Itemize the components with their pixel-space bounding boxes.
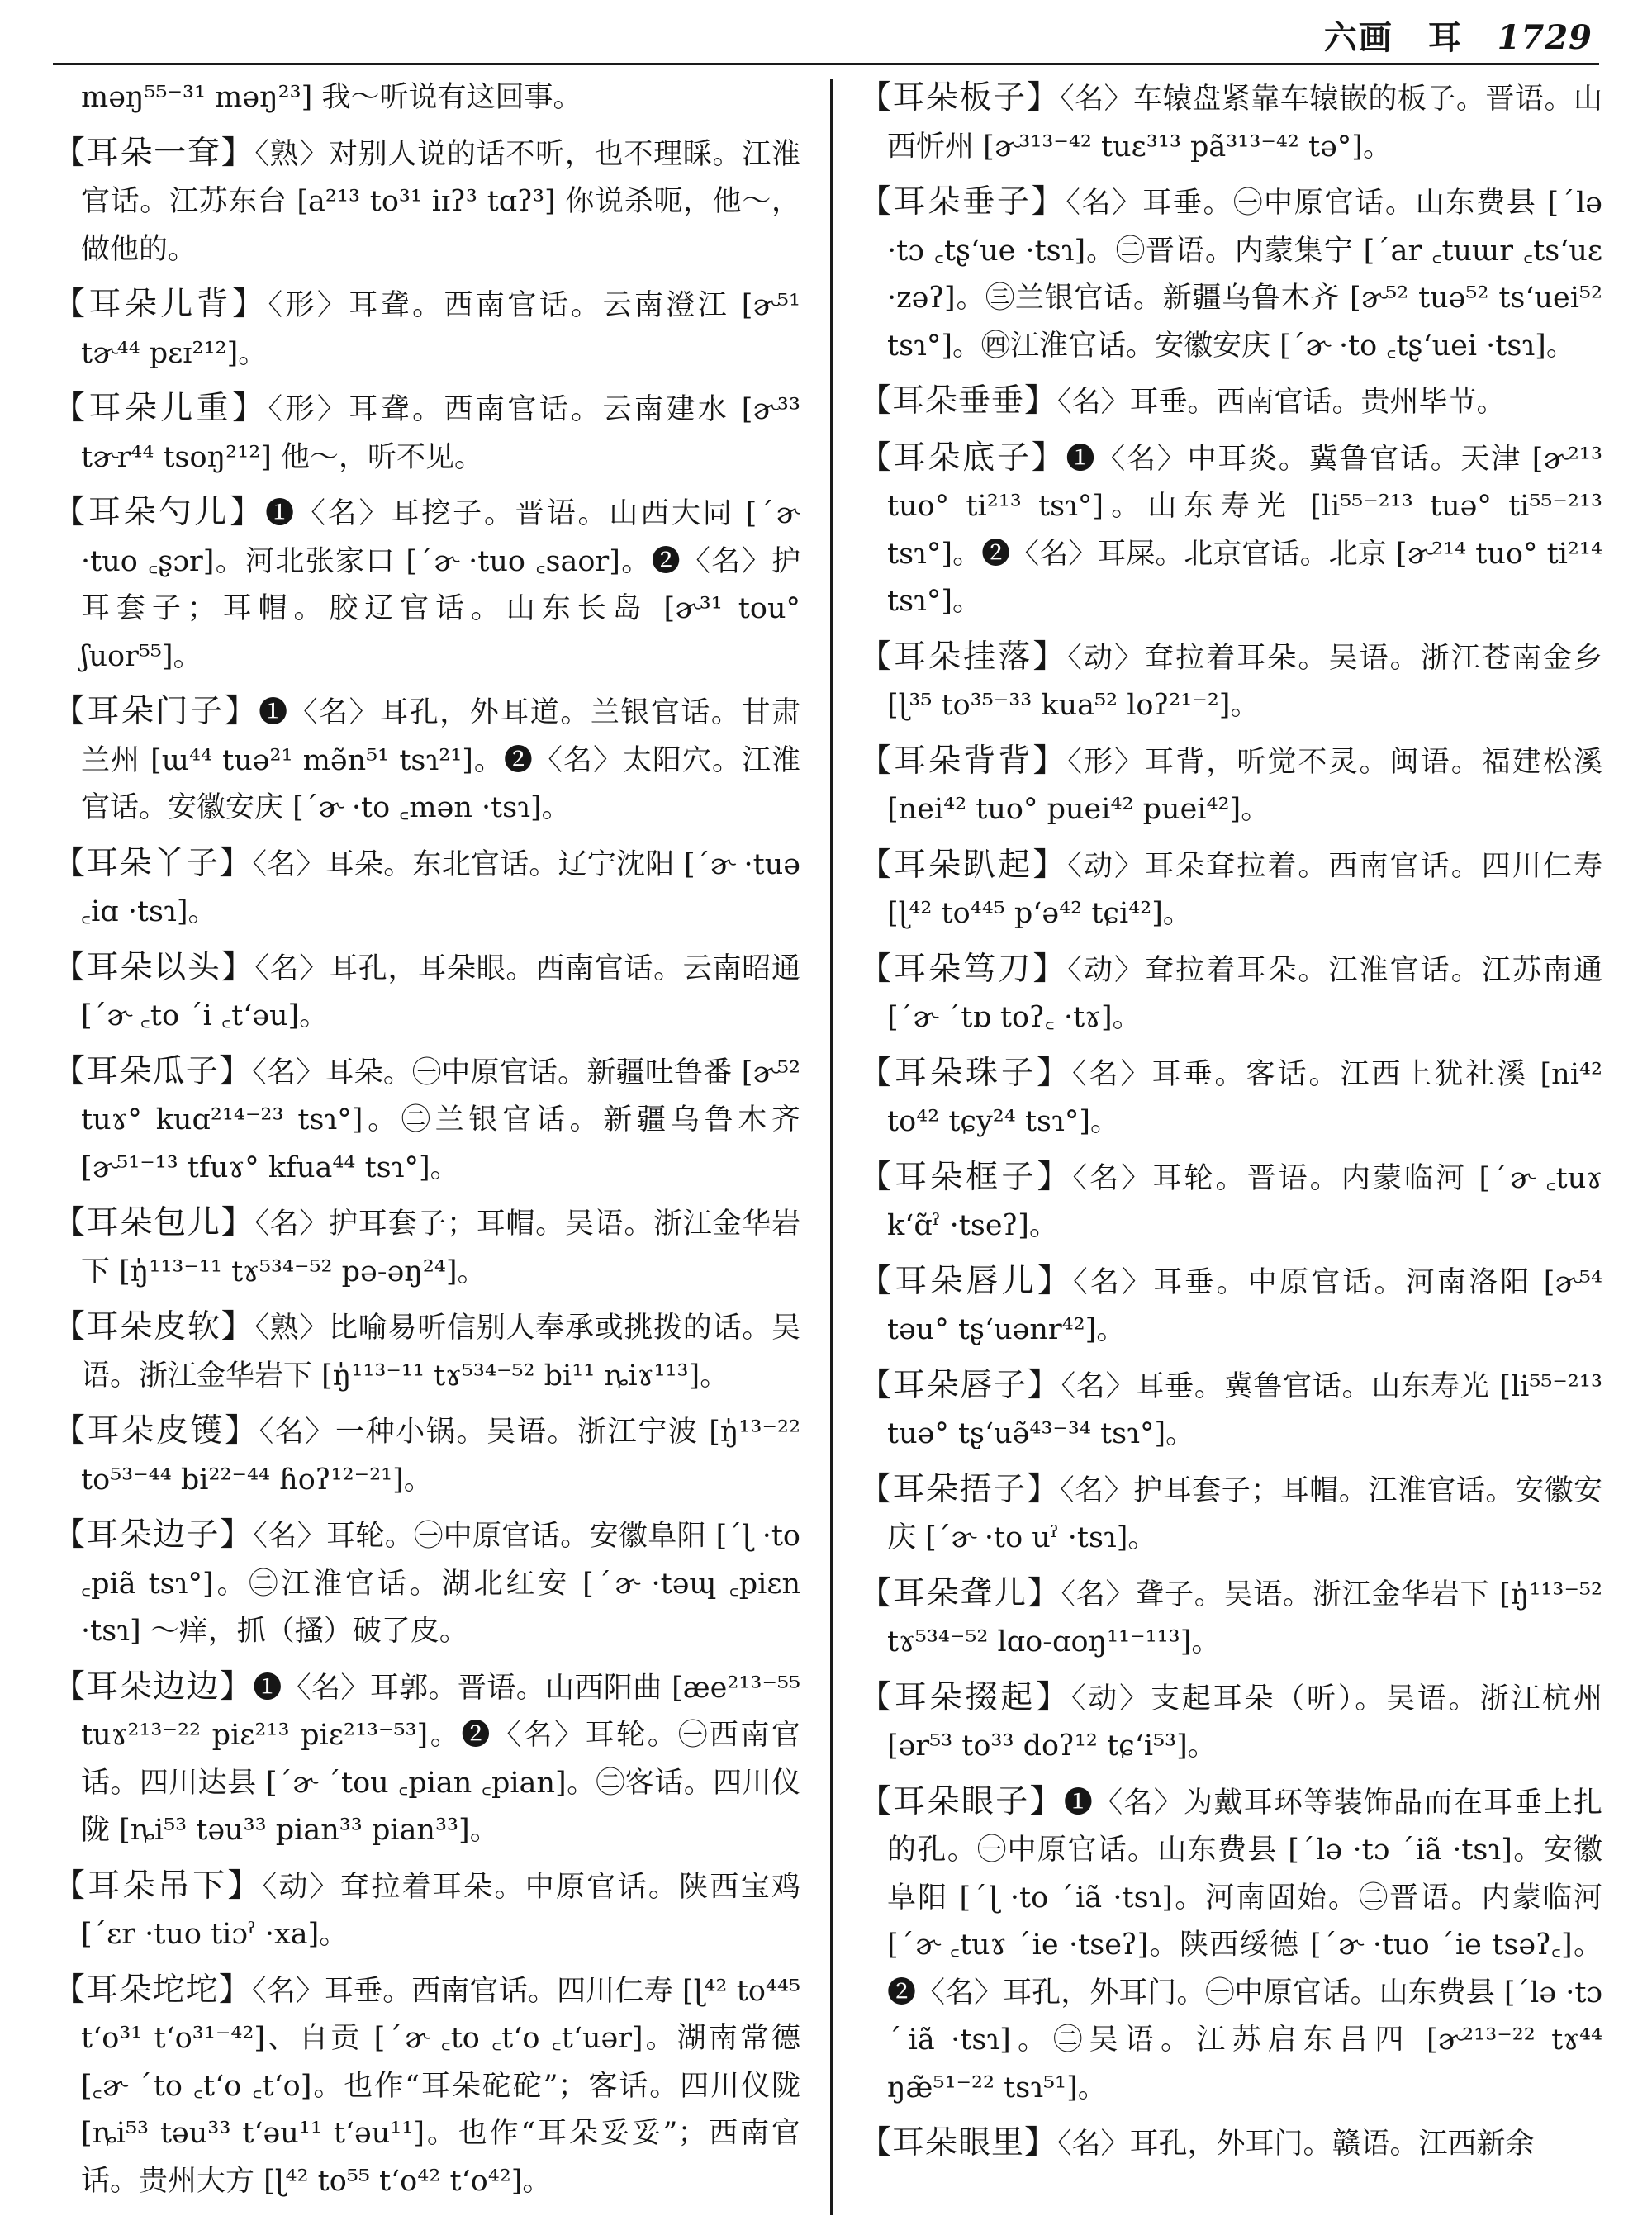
dictionary-entry bbox=[53, 944, 800, 1041]
entry-definition: 〈动〉支起耳朵（听）。吴语。浙江杭州 [ər⁵³ to³³ doʔ¹² tɕʻi⁵³]。 bbox=[887, 1682, 1602, 1763]
dictionary-entry bbox=[859, 1154, 1602, 1250]
entry-definition: 〈名〉耳朵。东北官话。辽宁沈阳 [ˊɚ ·tuə ꜀iɑ ·tsɿ]。 bbox=[81, 847, 800, 928]
entry-headword: 【耳朵背背】 bbox=[859, 742, 1068, 780]
dictionary-entry bbox=[859, 633, 1602, 730]
dictionary-entry bbox=[859, 377, 1602, 427]
entry-headword: 【耳朵板子】 bbox=[859, 79, 1061, 116]
dictionary-entry bbox=[53, 1199, 800, 1296]
header-rule bbox=[53, 63, 1599, 65]
entry-definition: məŋ⁵⁵⁻³¹ məŋ²³] 我～听说有这回事。 bbox=[81, 81, 582, 114]
dictionary-entry bbox=[53, 1967, 800, 2206]
entry-headword: 【耳朵垂子】 bbox=[859, 183, 1066, 221]
entry-headword: 【耳朵框子】 bbox=[859, 1158, 1073, 1196]
entry-definition: 〈名〉耳孔，耳朵眼。西南官话。云南昭通 [ˊɚ ꜀to ˊi ꜀tʻəu]。 bbox=[81, 951, 800, 1032]
entry-definition: 〈名〉耳孔，外耳门。赣语。江西新余 bbox=[1057, 2128, 1535, 2161]
dictionary-entry bbox=[859, 842, 1602, 938]
entry-definition: ❶〈名〉为戴耳环等装饰品而在耳垂上扎的孔。㊀中原官话。山东费县 [ˊlə ·tɔ ˊiã ·tsɿ]。安徽阜阳 [ˊɭ ·to ˊiã ·tsɿ]。河南固始。㊁晋语。内蒙临河 [ˊɚ ꜀tuɤ ˊie ·tseʔ]。陕西绥德 [ˊɚ ·tuo ˊie tsəʔ꜀]。❷〈名〉耳孔，外耳门。㊀中原官话。山东费县 [ˊlə ·tɔ ˊiã ·tsɿ]。㊁吴语。江苏启东吕四 [ɚ²¹³⁻²² tɤ⁴⁴ ŋæ̃⁵¹⁻²² tsɿ⁵¹]。 bbox=[887, 1786, 1602, 2104]
entry-definition: ❶〈名〉中耳炎。冀鲁官话。天津 [ɚ²¹³ tuo° ti²¹³ tsɿ°]。山东寿光 [li⁵⁵⁻²¹³ tuə° ti⁵⁵⁻²¹³ tsɿ°]。❷〈名〉耳屎。北京官话。北京 [ɚ²¹⁴ tuo° ti²¹⁴ tsɿ°]。 bbox=[887, 442, 1602, 618]
dictionary-entry bbox=[859, 1570, 1602, 1667]
entry-headword: 【耳朵底子】 bbox=[859, 439, 1066, 477]
entry-headword: 【耳朵皮镬】 bbox=[53, 1412, 259, 1450]
entry-definition: 〈名〉车辕盘紧靠车辕嵌的板子。晋语。山西忻州 [ɚ³¹³⁻⁴² tuɛ³¹³ pã³¹³⁻⁴² tə°]。 bbox=[887, 83, 1602, 164]
entry-headword: 【耳朵包儿】 bbox=[53, 1204, 255, 1241]
radical-label: 耳 bbox=[1427, 18, 1463, 57]
entry-headword: 【耳朵唇子】 bbox=[859, 1366, 1061, 1404]
entry-definition: 〈动〉耷拉着耳朵。吴语。浙江苍南金乡 [ɭ³⁵ to³⁵⁻³³ kua⁵² loʔ²¹⁻²]。 bbox=[887, 641, 1602, 722]
entry-headword: 【耳朵掇起】 bbox=[859, 1678, 1071, 1716]
entry-headword: 【耳朵瓜子】 bbox=[53, 1052, 253, 1090]
dictionary-entry bbox=[859, 178, 1602, 370]
dictionary-entry bbox=[53, 1048, 800, 1193]
entry-definition: 〈名〉耳垂。西南官话。四川仁寿 [ɭ⁴² to⁴⁴⁵ tʻo³¹ tʻo³¹⁻⁴²]、自贡 [ˊɚ ꜀to ꜀tʻo ꜀tʻuər]。湖南常德 [꜀ɚ ˊto ꜀tʻo ꜀tʻo]。也作“耳朵砣砣”；客话。四川仪陇 [ȵi⁵³ təu³³ tʻəu¹¹ tʻəu¹¹]。也作“耳朵妥妥”；西南官话。贵州大方 [ɭ⁴² to⁵⁵ tʻo⁴² tʻo⁴²]。 bbox=[81, 1974, 800, 2198]
entry-definition: 〈动〉耳朵耷拉着。西南官话。四川仁寿 [ɭ⁴² to⁴⁴⁵ pʻə⁴² tɕi⁴²]。 bbox=[887, 849, 1602, 930]
entry-headword: 【耳朵挂落】 bbox=[859, 638, 1068, 676]
entry-definition: ❶〈名〉耳郭。晋语。山西阳曲 [æe²¹³⁻⁵⁵ tuɤ²¹³⁻²² piɛ²¹³ piɛ²¹³⁻⁵³]。❷〈名〉耳轮。㊀西南官话。四川达县 [ˊɚ ˊtou ꜀pian ꜀pian]。㊁客话。四川仪陇 [ȵi⁵³ təu³³ pian³³ pian³³]。 bbox=[81, 1671, 800, 1847]
entry-headword: 【耳朵吊下】 bbox=[53, 1867, 263, 1905]
entry-headword: 【耳朵以头】 bbox=[53, 948, 255, 986]
entry-definition: 〈形〉耳背，听觉不灵。闽语。福建松溪 [nei⁴² tuo° puei⁴² puei⁴²]。 bbox=[887, 745, 1602, 826]
entry-headword: 【耳朵皮软】 bbox=[53, 1308, 255, 1345]
entry-definition: 〈名〉耳轮。晋语。内蒙临河 [ˊɚ ꜀tuɤ kʻɑ̃ˀ ·tseʔ]。 bbox=[887, 1161, 1602, 1242]
entry-headword: 【耳朵趴起】 bbox=[859, 846, 1068, 884]
entry-definition: 〈名〉耳垂。㊀中原官话。山东费县 [ˊlə ·tɔ ꜀tʂʻue ·tsɿ]。㊁晋语。内蒙集宁 [ˊar ꜀tuɯr ꜀tsʻuɛ ·zəʔ]。㊂兰银官话。新疆乌鲁木齐 [ɚ⁵² tuə⁵² tsʻuei⁵² tsɿ°]。㊃江淮官话。安徽安庆 [ˊɚ ·to ꜀tʂʻuei ·tsɿ]。 bbox=[887, 187, 1602, 363]
entry-definition: 〈名〉耳垂。中原官话。河南洛阳 [ɚ⁵⁴ təu° tʂʻuənr⁴²]。 bbox=[887, 1265, 1602, 1346]
section-label: 六画 bbox=[1323, 18, 1393, 57]
entry-definition: 〈名〉耳轮。㊀中原官话。安徽阜阳 [ˊɭ ·to ꜀piã tsɿ°]。㊁江淮官话。湖北红安 [ˊɚ ·təɰ ꜀piɛn ·tsɿ] ～痒，抓（搔）破了皮。 bbox=[81, 1520, 800, 1648]
entry-headword: 【耳朵丫子】 bbox=[53, 844, 253, 882]
dictionary-entry bbox=[859, 1466, 1602, 1563]
entry-headword: 【耳朵坨坨】 bbox=[53, 1971, 252, 2009]
entry-headword: 【耳朵笃刀】 bbox=[859, 950, 1068, 988]
dictionary-entry bbox=[53, 1663, 800, 1855]
dictionary-entry bbox=[53, 281, 800, 377]
entry-definition: 〈名〉耳垂。冀鲁官话。山东寿光 [li⁵⁵⁻²¹³ tuə° tʂʻuə̃⁴³⁻³⁴ tsɿ°]。 bbox=[887, 1369, 1602, 1450]
running-head bbox=[1303, 12, 1593, 55]
entry-definition: 〈形〉耳聋。西南官话。云南澄江 [ɚ⁵¹ tɚ⁴⁴ pɛɪ²¹²]。 bbox=[81, 289, 800, 370]
entry-headword: 【耳朵聋儿】 bbox=[859, 1574, 1061, 1612]
dictionary-entry bbox=[53, 1511, 800, 1656]
entry-headword: 【耳朵儿背】 bbox=[53, 286, 268, 323]
right-column bbox=[859, 74, 1602, 2222]
dictionary-entry bbox=[859, 1674, 1602, 1771]
entry-definition: 〈名〉耳垂。客话。江西上犹社溪 [ni⁴² to⁴² tɕy²⁴ tsɿ°]。 bbox=[887, 1057, 1602, 1138]
entry-definition: 〈名〉一种小锅。吴语。浙江宁波 [ŋ̍¹³⁻²² to⁵³⁻⁴⁴ bi²²⁻⁴⁴ ɦoʔ¹²⁻²¹]。 bbox=[81, 1416, 800, 1497]
column-divider bbox=[830, 79, 833, 2215]
entry-definition: 〈名〉耳朵。㊀中原官话。新疆吐鲁番 [ɚ⁵² tuɤ° kuɑ²¹⁴⁻²³ tsɿ°]。㊁兰银官话。新疆乌鲁木齐 [ɚ⁵¹⁻¹³ tfuɤ° kfua⁴⁴ tsɿ°]。 bbox=[81, 1056, 800, 1184]
dictionary-entry bbox=[859, 434, 1602, 626]
dictionary-entry bbox=[53, 1303, 800, 1400]
entry-definition: 〈熟〉对别人说的话不听，也不理睬。江淮官话。江苏东台 [a²¹³ to³¹ iɪʔ³ tɑʔ³] 你说杀呃，他～，做他的。 bbox=[81, 137, 800, 266]
entry-headword: 【耳朵门子】 bbox=[53, 693, 259, 730]
dictionary-entry bbox=[859, 946, 1602, 1042]
dictionary-entry bbox=[859, 2119, 1602, 2169]
entry-headword: 【耳朵垂垂】 bbox=[859, 382, 1058, 420]
entry-headword: 【耳朵珠子】 bbox=[859, 1054, 1072, 1092]
dictionary-entry bbox=[859, 738, 1602, 834]
dictionary-entry bbox=[859, 1050, 1602, 1146]
entry-definition: 〈动〉耷拉着耳朵。中原官话。陕西宝鸡 [ˊɛr ·tuo tiɔˀ ·xa]。 bbox=[81, 1870, 800, 1951]
entry-headword: 【耳朵一耷】 bbox=[53, 134, 255, 172]
left-column bbox=[53, 74, 800, 2222]
entry-headword: 【耳朵边边】 bbox=[53, 1668, 254, 1706]
dictionary-entry bbox=[53, 688, 800, 833]
dictionary-entry bbox=[859, 1362, 1602, 1459]
entry-definition: ❶〈名〉耳孔，外耳道。兰银官话。甘肃兰州 [ɯ⁴⁴ tuə²¹ mə̃n⁵¹ tsɿ²¹]。❷〈名〉太阳穴。江淮官话。安徽安庆 [ˊɚ ·to ꜀mən ·tsɿ]。 bbox=[81, 696, 800, 824]
dictionary-entry bbox=[53, 840, 800, 937]
dictionary-entry bbox=[53, 74, 800, 122]
page-number: 1729 bbox=[1497, 18, 1593, 57]
entry-headword: 【耳朵勺儿】 bbox=[53, 494, 266, 531]
entry-headword: 【耳朵捂子】 bbox=[859, 1470, 1061, 1508]
dictionary-entry bbox=[53, 385, 800, 482]
entry-headword: 【耳朵眼里】 bbox=[859, 2124, 1058, 2161]
entry-headword: 【耳朵儿重】 bbox=[53, 390, 268, 427]
dictionary-entry bbox=[53, 1407, 800, 1504]
entry-definition: 〈名〉护耳套子；耳帽。江淮官话。安徽安庆 [ˊɚ ·to uˀ ·tsɿ]。 bbox=[887, 1473, 1602, 1554]
entry-headword: 【耳朵唇儿】 bbox=[859, 1262, 1074, 1300]
entry-definition: ❶〈名〉耳挖子。晋语。山西大同 [ˊɚ ·tuo ꜀ʂɔr]。河北张家口 [ˊɚ ·tuo ꜀saor]。❷〈名〉护耳套子；耳帽。胶辽官话。山东长岛 [ɚ³¹ tou° ʃuor⁵⁵]。 bbox=[81, 497, 800, 673]
entry-definition: 〈名〉护耳套子；耳帽。吴语。浙江金华岩下 [ŋ̍¹¹³⁻¹¹ tɤ⁵³⁴⁻⁵² pə-əŋ²⁴]。 bbox=[81, 1208, 800, 1288]
dictionary-entry bbox=[859, 74, 1602, 171]
dictionary-entry bbox=[53, 489, 800, 681]
entry-definition: 〈名〉聋子。吴语。浙江金华岩下 [ŋ̍¹¹³⁻⁵² tɤ⁵³⁴⁻⁵² lɑo-ɑoŋ¹¹⁻¹¹³]。 bbox=[887, 1578, 1602, 1658]
dictionary-entry bbox=[53, 1862, 800, 1959]
entry-definition: 〈熟〉比喻易听信别人奉承或挑拨的话。吴语。浙江金华岩下 [ŋ̍¹¹³⁻¹¹ tɤ⁵³⁴⁻⁵² bi¹¹ ȵiɤ¹¹³]。 bbox=[81, 1312, 800, 1393]
entry-headword: 【耳朵眼子】 bbox=[859, 1782, 1064, 1820]
entry-definition: 〈动〉耷拉着耳朵。江淮官话。江苏南通 [ˊɚ ˊtɒ toʔ꜀ ·tɤ]。 bbox=[887, 953, 1602, 1034]
entry-definition: 〈形〉耳聋。西南官话。云南建水 [ɚ³³ tɚr⁴⁴ tsoŋ²¹²] 他～，听不见。 bbox=[81, 393, 800, 474]
dictionary-entry bbox=[53, 130, 800, 274]
dictionary-entry bbox=[859, 1258, 1602, 1355]
dictionary-entry bbox=[859, 1778, 1602, 2113]
entry-definition: 〈名〉耳垂。西南官话。贵州毕节。 bbox=[1057, 386, 1506, 419]
entry-headword: 【耳朵边子】 bbox=[53, 1516, 254, 1554]
